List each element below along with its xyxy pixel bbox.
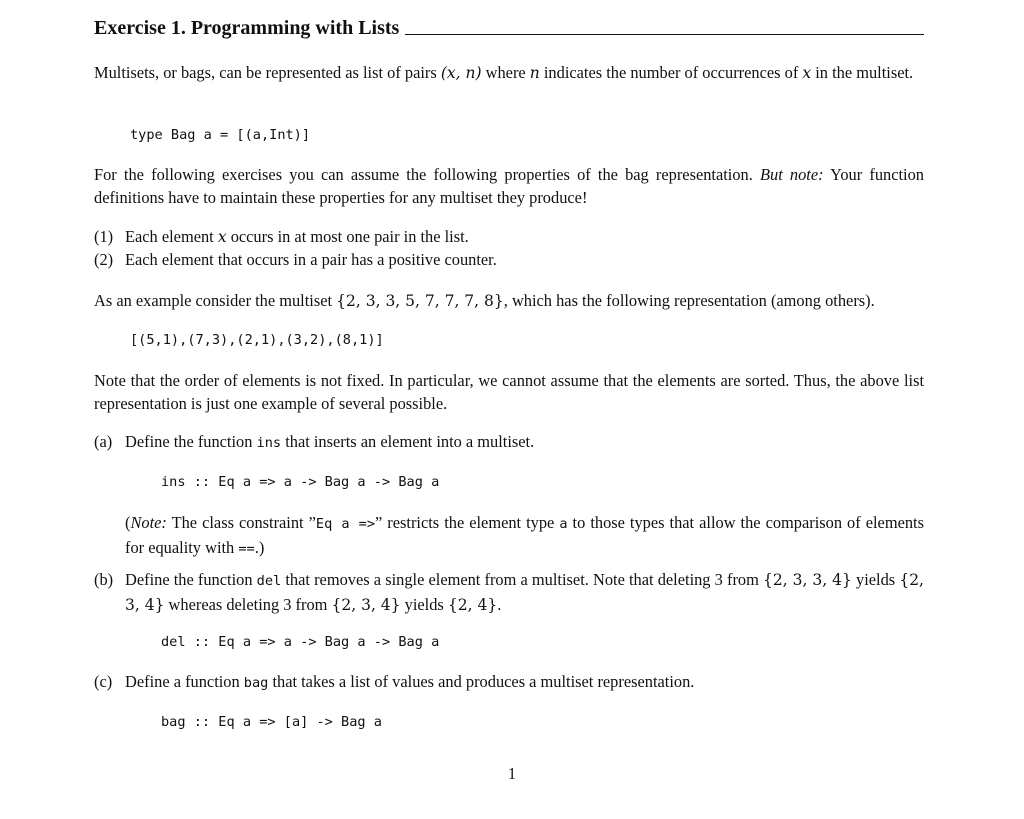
heading-rule <box>405 34 924 35</box>
function-name-del: del <box>256 573 282 589</box>
task-a-note: (Note: The class constraint ”Eq a =>” restricts the element type a to those types that allow the comparison of elements for equality with ==.) <box>125 513 924 557</box>
intro-paragraph: Multisets, or bags, can be represented as list of pairs (x, n) where n indicates the number of occurrences of x in the multiset. <box>94 63 914 82</box>
heading-title: Exercise 1. Programming with Lists <box>94 17 400 39</box>
code-ins-signature: ins :: Eq a => a -> Bag a -> Bag a <box>161 474 440 490</box>
example-paragraph: As an example consider the multiset {2, 3, 3, 5, 7, 7, 7, 8}, which has the following representation (among others). <box>94 291 875 310</box>
math-multiset: {2, 3, 3, 5, 7, 7, 7, 8} <box>336 292 504 310</box>
code-example-list: [(5,1),(7,3),(2,1),(3,2),(8,1)] <box>130 332 384 348</box>
page-number: 1 <box>507 764 517 783</box>
code-type-definition: type Bag a = [(a,Int)] <box>130 127 311 143</box>
math-pair: (x, n) <box>440 64 482 82</box>
properties-paragraph: For the following exercises you can assume the following properties of the bag representation. But note: Your function definitions have to maintain these properties for any multiset they produce! <box>94 165 924 207</box>
code-del-signature: del :: Eq a => a -> Bag a -> Bag a <box>161 634 440 650</box>
code-bag-signature: bag :: Eq a => [a] -> Bag a <box>161 714 382 730</box>
function-name-ins: ins <box>256 435 282 451</box>
function-name-bag: bag <box>243 675 269 691</box>
order-paragraph: Note that the order of elements is not fixed. In particular, we cannot assume that the elements are sorted. Thus, the above list representation is just one example of several possible. <box>94 371 924 413</box>
section-heading <box>94 15 924 41</box>
